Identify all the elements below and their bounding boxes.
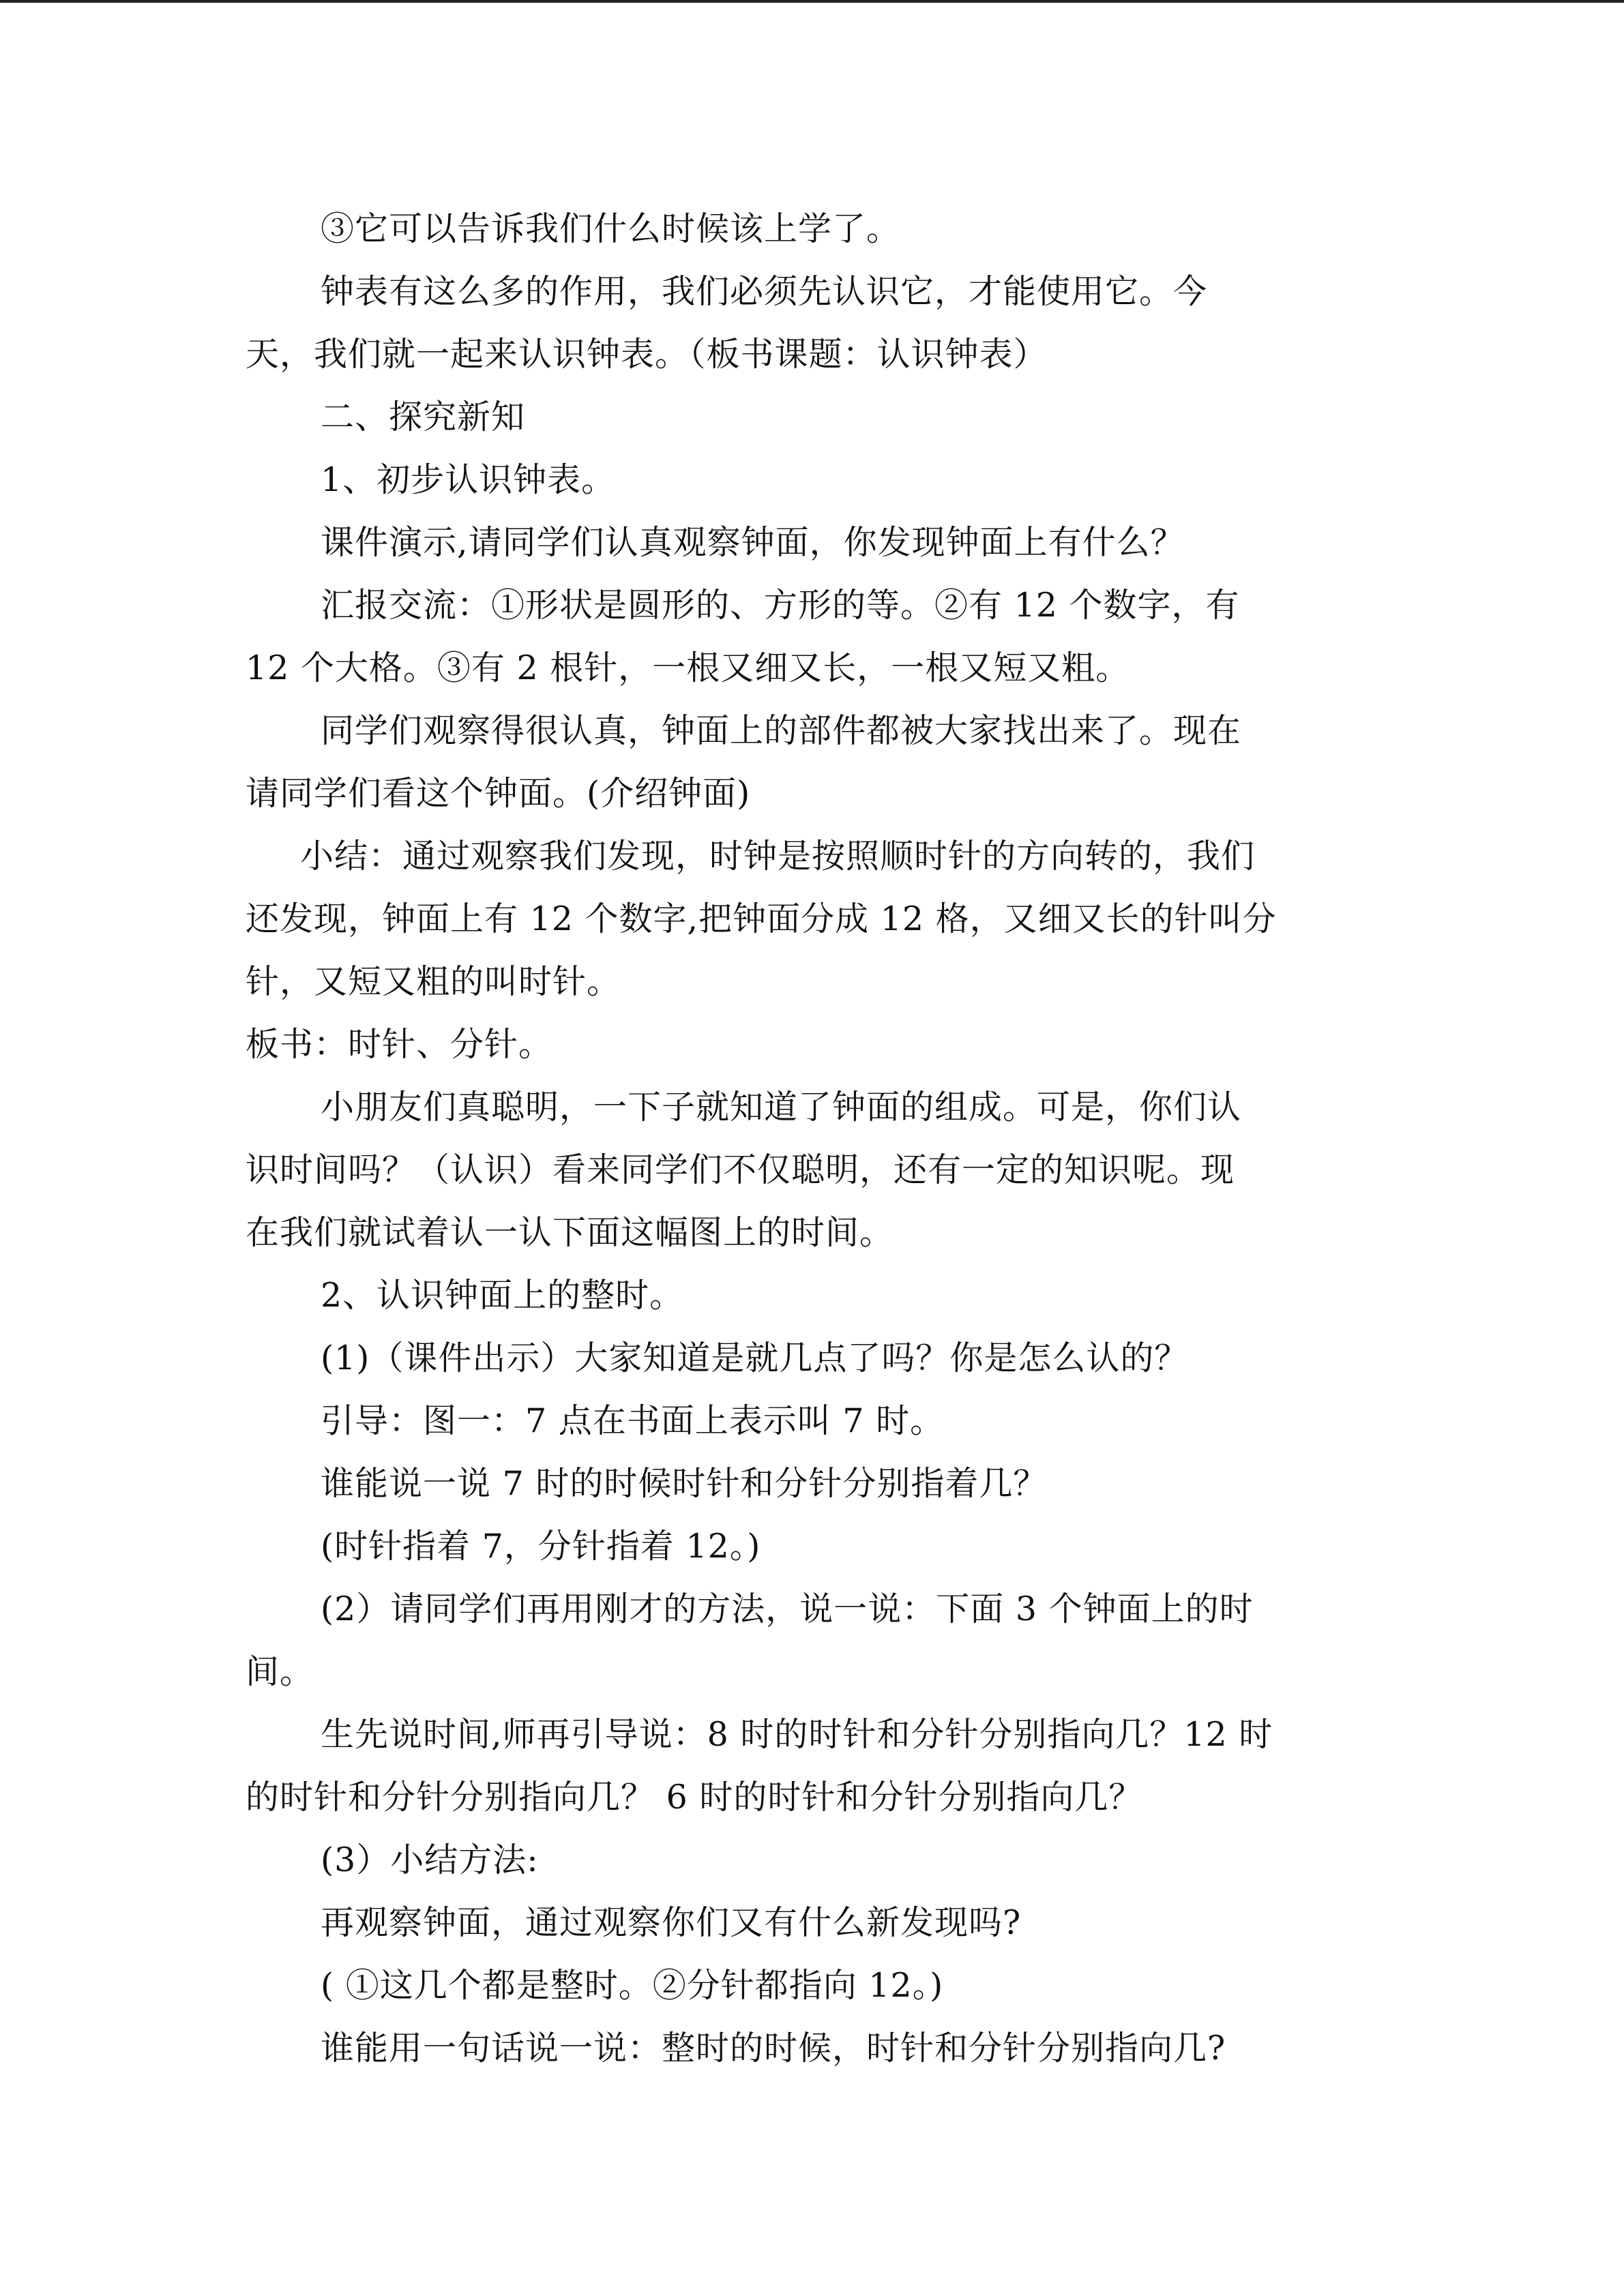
paragraph-line: 引导：图一：7 点在书面上表示叫 7 时。 [321,1401,945,1440]
paragraph-line: 还发现，钟面上有 12 个数字,把钟面分成 12 格，又细又长的针叫分 [246,899,1277,938]
paragraph-line: 汇报交流：①形状是圆形的、方形的等。②有 12 个数字，有 [321,586,1240,625]
paragraph-line: (2）请同学们再用刚才的方法，说一说：下面 3 个钟面上的时 [321,1590,1254,1628]
paragraph-line: (时针指着 7，分针指着 12。) [321,1527,761,1566]
paragraph-line: ( ①这几个都是整时。②分针都指向 12。) [321,1966,944,2005]
paragraph-line: 同学们观察得很认真，钟面上的部件都被大家找出来了。现在 [321,711,1242,750]
paragraph-line: 谁能说一说 7 时的时候时针和分针分别指着几？ [321,1464,1048,1503]
paragraph-line: 板书：时针、分针。 [246,1025,553,1064]
subsection-heading: 1、初步认识钟表。 [321,460,616,499]
paragraph-line: 小结：通过观察我们发现，时钟是按照顺时针的方向转的，我们 [300,837,1256,876]
paragraph-line: 12 个大格。③有 2 根针，一根又细又长，一根又短又粗。 [246,648,1130,687]
paragraph-line: 请同学们看这个钟面。(介绍钟面) [246,774,751,813]
paragraph-line: 谁能用一句话说一说：整时的时候，时针和分针分别指向几? [321,2029,1226,2068]
paragraph-line: 钟表有这么多的作用，我们必须先认识它，才能使用它。今 [321,272,1208,311]
subsection-heading: 2、认识钟面上的整时。 [321,1276,684,1315]
paragraph-line: 识时间吗？（认识）看来同学们不仅聪明，还有一定的知识呢。现 [246,1150,1235,1189]
paragraph-line: 生先说时间,师再引导说：8 时的时针和分针分别指向几？12 时 [321,1715,1273,1754]
section-heading: 二、探究新知 [321,398,526,436]
paragraph-line: 间。 [246,1652,314,1691]
paragraph-line: 的时针和分针分别指向几？ 6 时的时针和分针分别指向几？ [246,1778,1143,1817]
paragraph-line: 在我们就试着认一认下面这幅图上的时间。 [246,1213,894,1252]
paragraph-line: 天，我们就一起来认识钟表。（板书课题：认识钟表） [246,335,1048,374]
paragraph-line: ③它可以告诉我们什么时候该上学了。 [321,209,901,248]
paragraph-line: 针，又短又粗的叫时针。 [246,962,621,1001]
paragraph-line: 小朋友们真聪明，一下子就知道了钟面的组成。可是，你们认 [321,1088,1242,1127]
paragraph-line: 再观察钟面，通过观察你们又有什么新发现吗? [321,1903,1022,1942]
page-top-rule [0,0,1624,3]
paragraph-line: (1)（课件出示）大家知道是就几点了吗？你是怎么认的？ [321,1339,1189,1377]
paragraph-line: 课件演示,请同学们认真观察钟面，你发现钟面上有什么？ [321,523,1185,562]
paragraph-line: (3）小结方法: [321,1840,539,1879]
